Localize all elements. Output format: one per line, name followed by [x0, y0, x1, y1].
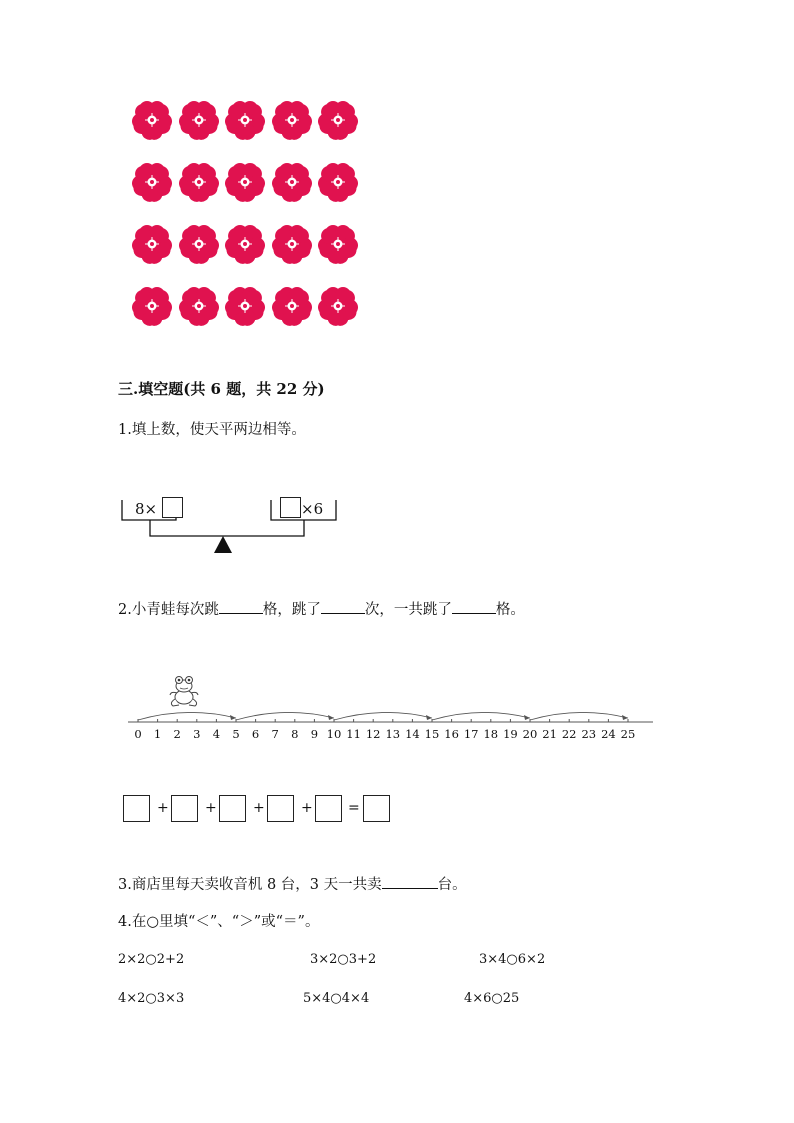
number-line-label: 25: [620, 727, 636, 741]
number-line-label: 10: [326, 727, 342, 741]
hop-arc: [236, 712, 334, 720]
q2-mid1: 格，跳了: [262, 602, 321, 618]
flower-icon: [223, 98, 267, 142]
q3-blank[interactable]: [382, 874, 438, 889]
flower-icon: [316, 284, 360, 328]
compare-item-6[interactable]: 4×6○25: [464, 991, 520, 1006]
addend-box-2[interactable]: [171, 795, 198, 822]
number-line-label: 19: [503, 727, 518, 741]
number-line-label: 17: [463, 727, 479, 741]
number-line: [128, 700, 658, 730]
plus-sign-2: +: [205, 800, 217, 816]
flower-icon: [223, 222, 267, 266]
q2-blank-3[interactable]: [452, 599, 496, 614]
plus-sign-4: +: [301, 800, 313, 816]
q2-pre: 2.小青蛙每次跳: [118, 602, 219, 618]
number-line-label: 18: [483, 727, 499, 741]
q2-post: 格。: [495, 602, 525, 618]
question-3-text: [118, 873, 467, 894]
number-line-label: 3: [193, 727, 201, 741]
number-line-label: 2: [173, 727, 181, 741]
number-line-label: 20: [522, 727, 538, 741]
flower-icon: [223, 284, 267, 328]
fulcrum: [214, 536, 232, 553]
left-expression: 8×: [135, 500, 158, 518]
flower-icon: [177, 284, 221, 328]
hop-arc: [530, 712, 628, 720]
flower-icon: [270, 98, 314, 142]
number-line-label: 11: [346, 727, 361, 741]
number-line-svg: [128, 700, 658, 730]
number-line-label: 16: [444, 727, 459, 741]
addend-box-3[interactable]: [219, 795, 246, 822]
flower-icon: [130, 222, 174, 266]
number-line-label: 21: [542, 727, 557, 741]
flower-icon: [177, 98, 221, 142]
flower-icon: [270, 222, 314, 266]
flower-grid: [130, 98, 365, 338]
compare-item-4[interactable]: 4×2○3×3: [118, 991, 185, 1006]
number-line-label: 0: [134, 727, 142, 741]
flower-icon: [130, 98, 174, 142]
number-line-label: 24: [601, 727, 616, 741]
number-line-label: 1: [153, 727, 162, 741]
q2-mid2: 次，一共跳了: [364, 602, 452, 618]
number-line-label: 4: [212, 727, 221, 741]
q3-post: 台。: [437, 877, 467, 893]
sum-box[interactable]: [363, 795, 390, 822]
right-answer-box[interactable]: [280, 497, 301, 518]
hop-arc: [432, 712, 530, 720]
number-line-label: 7: [271, 727, 279, 741]
question-4-text: 4.在○里填“＜”、“＞”或“＝”。: [118, 914, 320, 930]
compare-item-1[interactable]: 2×2○2+2: [118, 952, 185, 967]
flower-icon: [130, 284, 174, 328]
flower-icon: [316, 222, 360, 266]
number-line-label: 12: [365, 727, 381, 741]
number-line-label: 6: [251, 727, 260, 741]
q3-pre: 3.商店里每天卖收音机 8 台，3 天一共卖: [118, 877, 382, 893]
flower-icon: [316, 98, 360, 142]
number-line-label: 5: [232, 727, 240, 741]
flower-icon: [177, 160, 221, 204]
question-2-text: [118, 598, 525, 619]
number-line-label: 13: [385, 727, 401, 741]
q2-blank-2[interactable]: [321, 599, 365, 614]
compare-item-2[interactable]: 3×2○3+2: [310, 952, 377, 967]
hop-arc: [334, 712, 432, 720]
flower-icon: [223, 160, 267, 204]
left-answer-box[interactable]: [162, 497, 183, 518]
number-line-label: 22: [561, 727, 577, 741]
right-expression: ×6: [301, 500, 324, 518]
addend-box-5[interactable]: [315, 795, 342, 822]
number-line-label: 14: [405, 727, 420, 741]
equals-sign: =: [348, 800, 360, 816]
number-line-label: 23: [581, 727, 597, 741]
flower-icon: [316, 160, 360, 204]
flower-icon: [270, 284, 314, 328]
flower-icon: [177, 222, 221, 266]
flower-icon: [270, 160, 314, 204]
balance-beam: [150, 520, 304, 536]
number-line-label: 8: [291, 727, 299, 741]
hop-arc: [138, 712, 236, 720]
compare-item-5[interactable]: 5×4○4×4: [303, 991, 370, 1006]
compare-item-3[interactable]: 3×4○6×2: [479, 952, 546, 967]
section-title: 三.填空题(共 6 题，共 22 分): [118, 380, 325, 398]
plus-sign-1: +: [157, 800, 169, 816]
question-1-text: 1.填上数，使天平两边相等。: [118, 422, 306, 438]
number-line-label: 9: [310, 727, 319, 741]
plus-sign-3: +: [253, 800, 265, 816]
number-line-label: 15: [424, 727, 440, 741]
addend-box-1[interactable]: [123, 795, 150, 822]
flower-icon: [130, 160, 174, 204]
addend-box-4[interactable]: [267, 795, 294, 822]
q2-blank-1[interactable]: [219, 599, 263, 614]
